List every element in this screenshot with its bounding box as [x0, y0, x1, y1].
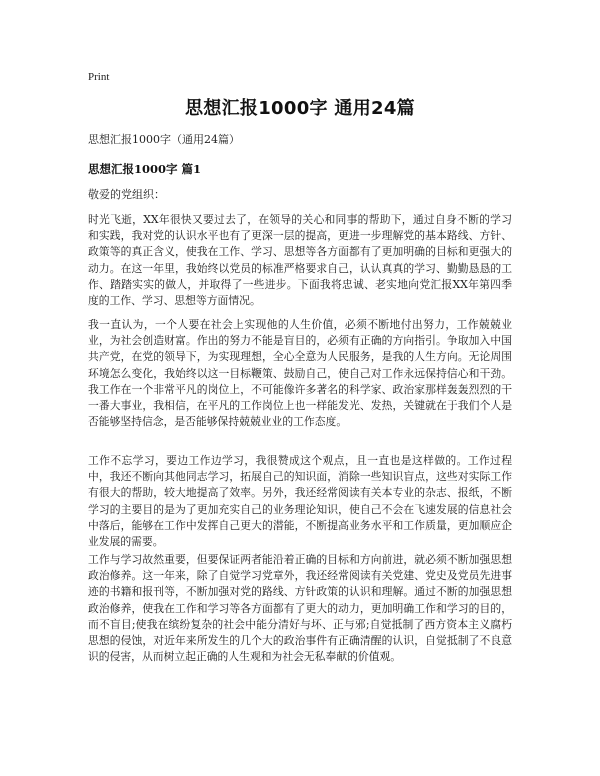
print-label: Print [88, 71, 110, 83]
document-subtitle: 思想汇报1000字（通用24篇） [88, 133, 240, 146]
section-heading: 思想汇报1000字 篇1 [88, 162, 202, 176]
paragraph-4: 工作与学习故然重要，但要保证两者能沿着正确的目标和方向前进，就必须不断加强思想政治修养。这一年来，除了自觉学习党章外，我还经常阅读有关党建、党史及党员先进事迹的书籍和报刊等，不断加强对党的路线、方针政策的认识和理解。通过不断的加强思想政治修养，使我在工作和学习等各方面都有了更大的动力，更加明确工作和学习的目的，而不盲目;使我在缤纷复杂的社会中能分清好与坏、正与邪;自觉抵制了西方资本主义腐朽思想的侵蚀，对近年来所发生的几个大的政治事件有正确清醒的认识，自觉抵制了不良意识的侵害，从而树立起正确的人生观和为社会无私奉献的价值观。 [88, 553, 512, 664]
paragraph-1: 时光飞逝，XX年很快又要过去了，在领导的关心和同事的帮助下，通过自身不断的学习和实践，我对党的认识水平也有了更深一层的提高，更进一步理解党的基本路线、方针、政策等的真正含义，使我在工作、学习、思想等各方面都有了更加明确的目标和更强大的动力。在这一年里，我始终以党员的标准严格要求自己，认认真真的学习、勤勤恳恳的工作、踏踏实实的做人，并取得了一些进步。下面我将忠诚、老实地向党汇报XX年第四季度的工作、学习、思想等方面情况。 [88, 213, 512, 308]
greeting: 敬爱的党组织： [88, 188, 165, 201]
paragraph-3: 工作不忘学习，要边工作边学习，我很赞成这个观点，且一直也是这样做的。工作过程中，我还不断向其他同志学习，拓展自己的知识面，消除一些知识盲点，这些对实际工作有很大的帮助，较大地提高了效率。另外，我还经常阅读有关本专业的杂志、报纸，不断学习的主要目的是为了更加充实自己的业务理论知识，使自己不会在飞速发展的信息社会中落后，能够在工作中发挥自己更大的潜能，不断提高业务水平和工作质量，更加顺应企业发展的需要。 [88, 454, 512, 549]
paragraph-2: 我一直认为，一个人要在社会上实现他的人生价值，必须不断地付出努力，工作兢兢业业，为社会创造财富。作出的努力不能是盲目的，必须有正确的方向指引。争取加入中国共产党，在党的领导下，为实现理想，全心全意为人民服务，是我的人生方向。无论周围环境怎么变化，我始终以这一目标鞭策、鼓励自己，使自己对工作永远保持信心和干劲。我工作在一个非常平凡的岗位上，不可能像许多著名的科学家、政治家那样轰轰烈烈的干一番大事业，我相信，在平凡的工作岗位上也一样能发光、发热，关键就在于我们个人是否能够坚持信念，是否能够保持兢兢业业的工作态度。 [88, 318, 512, 429]
page-title: 思想汇报1000字 通用24篇 [185, 98, 415, 119]
